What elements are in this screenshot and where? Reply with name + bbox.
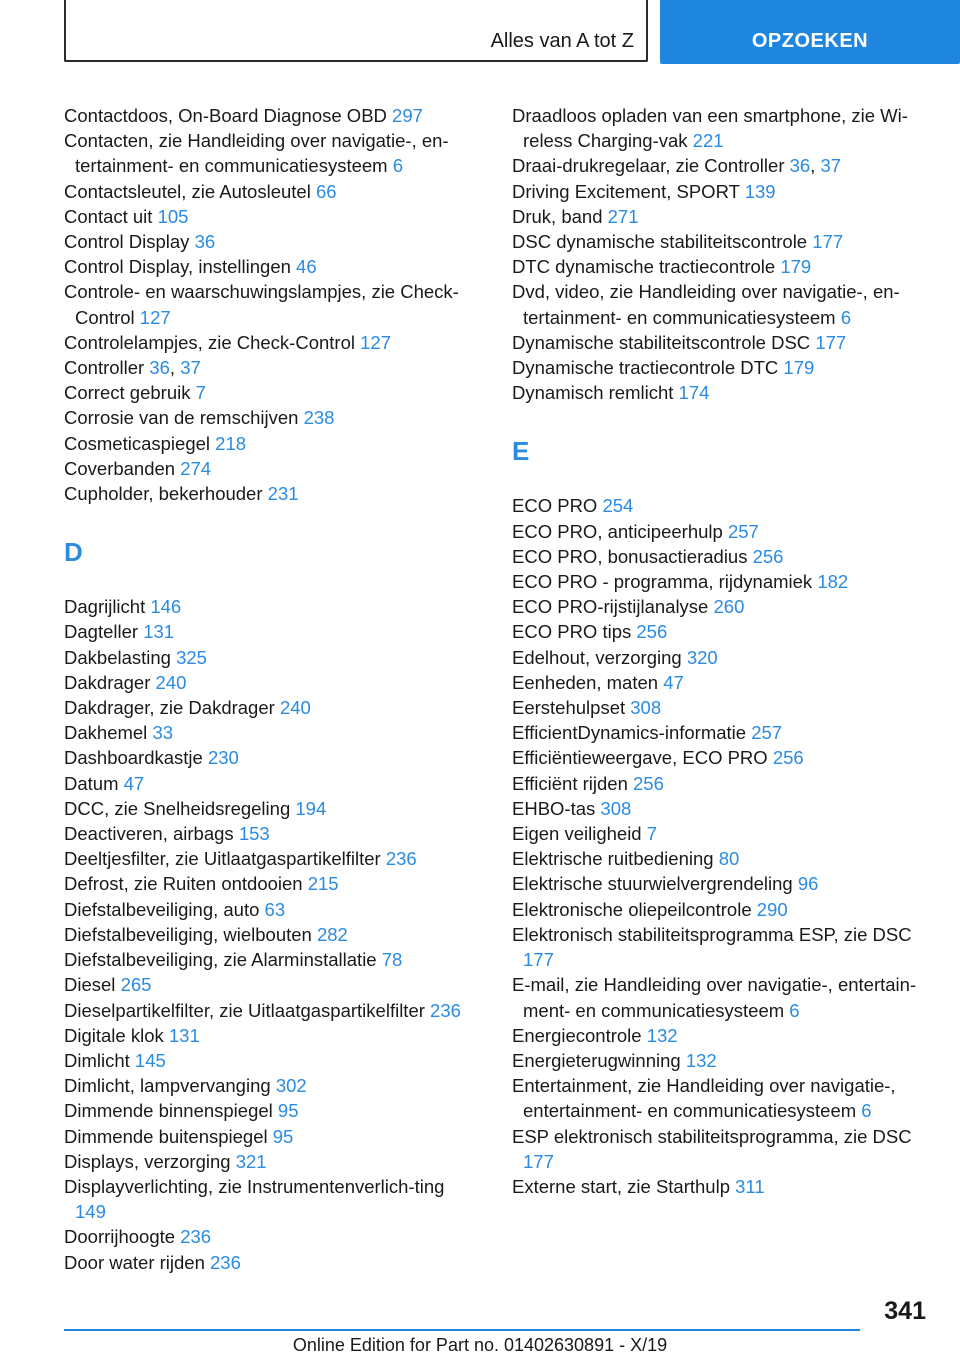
index-entry-term: Dvd, video, zie Handleiding over navigatie-, en‐tertainment- en communicatiesysteem (512, 281, 900, 328)
index-entry (64, 670, 479, 695)
page-ref-link[interactable]: 132 (685, 1049, 717, 1071)
index-entry-term: Elektronisch stabiliteitsprogramma ESP, zie DSC (512, 923, 912, 945)
index-entry-term: Dynamische stabiliteitscontrole DSC (512, 331, 816, 353)
index-entry-term: Correct gebruik (64, 382, 196, 404)
index-entry (64, 481, 479, 506)
page-ref-link[interactable]: 260 (713, 596, 745, 618)
index-entry-term: ECO PRO-rijstijlanalyse (512, 596, 714, 618)
index-entry (64, 1098, 479, 1123)
index-entry-term: ECO PRO, anticipeerhulp (512, 520, 728, 542)
index-entry (512, 695, 932, 720)
index-entry (512, 519, 932, 544)
index-entry-term: DTC dynamische tractiecontrole (512, 256, 781, 278)
index-entry (64, 103, 479, 128)
page-ref-link[interactable]: 238 (303, 407, 335, 429)
index-entry-term: Eigen veiligheid (512, 823, 647, 845)
index-entry (64, 619, 479, 644)
index-entry (64, 821, 479, 846)
page-ref-link[interactable]: 139 (744, 180, 776, 202)
page-ref-link[interactable]: 149 (75, 1201, 106, 1223)
index-entry (512, 330, 932, 355)
index-entry (512, 254, 932, 279)
page-ref-link[interactable]: 37 (180, 357, 201, 379)
section-tab-label: Alles van A tot Z (490, 30, 634, 52)
page-ref-link[interactable]: 308 (630, 697, 662, 719)
page-ref-link[interactable]: 265 (120, 974, 152, 996)
page-ref-link[interactable]: 236 (385, 848, 417, 870)
index-entry-term: Edelhout, verzorging (512, 646, 687, 668)
page-ref-link[interactable]: 6 (789, 999, 800, 1021)
index-entry-term: ECO PRO (512, 495, 603, 517)
index-entry-term: Deeltjesfilter, zie Uitlaatgaspartikelfilter (64, 848, 386, 870)
index-entry (512, 1174, 932, 1199)
page-ref-link[interactable]: 37 (820, 155, 842, 177)
page-ref-link[interactable]: 95 (277, 1100, 299, 1122)
page-ref-link[interactable]: 47 (123, 772, 145, 794)
index-entry-term: ESP elektronisch stabiliteitsprogramma, zie DSC (512, 1125, 912, 1147)
index-entry-term: Control Display, instellingen (64, 256, 297, 278)
index-entry-term: Contacten, zie Handleiding over navigatie-, en‐tertainment- en communicatiesysteem (64, 130, 449, 177)
index-entry (64, 204, 479, 229)
index-entry-term: Efficiëntieweergave, ECO PRO (512, 747, 773, 769)
page-ref-link[interactable]: 7 (195, 382, 206, 404)
index-entry (64, 720, 479, 745)
page-ref-link[interactable]: 6 (861, 1100, 872, 1122)
page-ref-link[interactable]: 256 (633, 772, 664, 794)
index-entry (64, 431, 479, 456)
section-tab[interactable] (64, 0, 648, 62)
page-ref-link[interactable]: 95 (272, 1125, 294, 1147)
page-ref-link[interactable]: 131 (168, 1024, 200, 1046)
index-entry (512, 594, 932, 619)
index-entry (512, 569, 932, 594)
page-ref-link[interactable]: 145 (134, 1049, 166, 1071)
section-letter: D (64, 537, 83, 568)
index-entry-term: EHBO-tas (512, 797, 601, 819)
index-entry-term: ECO PRO, bonusactieradius (512, 545, 753, 567)
page-ref-link[interactable]: 240 (155, 671, 187, 693)
index-entry-term: Displays, verzorging (64, 1150, 236, 1172)
index-entry-term: Dimlicht (64, 1049, 135, 1071)
index-entry-term: Deactiveren, airbags (64, 823, 239, 845)
index-entry (512, 619, 932, 644)
page-ref-link[interactable]: 256 (636, 621, 668, 643)
page-ref-link[interactable]: 179 (783, 357, 815, 379)
page-ref-link[interactable]: 290 (756, 898, 788, 920)
index-entry-term: Coverbanden (64, 457, 181, 479)
page-ref-link[interactable]: 240 (279, 697, 311, 719)
page-ref-link[interactable]: 105 (157, 205, 189, 227)
index-entry (512, 670, 932, 695)
index-entry (512, 229, 932, 254)
index-entry-term: Dakdrager, zie Dakdrager (64, 697, 280, 719)
index-entry-term: EfficientDynamics-informatie (512, 722, 752, 744)
page-ref-link[interactable]: 66 (315, 180, 337, 202)
index-entry (512, 720, 932, 745)
index-entry (64, 1073, 479, 1098)
page-ref-link[interactable]: 131 (143, 621, 175, 643)
index-entry-term: Draai-drukregelaar, zie Controller (512, 155, 790, 177)
page-ref-link[interactable]: 177 (815, 331, 847, 353)
index-entry (64, 380, 479, 405)
index-entry (64, 405, 479, 430)
index-entry (64, 1224, 479, 1249)
page-ref-link[interactable]: 231 (267, 483, 299, 505)
index-entry (64, 179, 479, 204)
index-entry-term: ECO PRO - programma, rijdynamiek (512, 571, 818, 593)
index-entry-term: ECO PRO tips (512, 621, 637, 643)
index-entry (512, 897, 932, 922)
page-ref-link[interactable]: 96 (797, 873, 819, 895)
index-entry-term: Datum (64, 772, 124, 794)
page-ref-link[interactable]: 236 (430, 999, 461, 1021)
index-entry-term: Dimmende binnenspiegel (64, 1100, 278, 1122)
edition-text: Online Edition for Part no. 01402630891 - X/19 (292, 1335, 668, 1355)
index-entry (64, 128, 479, 178)
index-entry (512, 153, 932, 178)
page-ref-link[interactable]: 177 (523, 1150, 554, 1172)
page-ref-link[interactable]: 177 (812, 231, 844, 253)
index-entry (64, 456, 479, 481)
index-entry (512, 179, 932, 204)
index-entry (512, 871, 932, 896)
page-ref-link[interactable]: 325 (176, 646, 207, 668)
index-entry (512, 645, 932, 670)
index-entry (64, 695, 479, 720)
page-ref-link[interactable]: 78 (381, 949, 403, 971)
index-entry-term: Cupholder, bekerhouder (64, 483, 268, 505)
index-entry-term: Displayverlichting, zie Instrumentenverlich‐ting (64, 1175, 445, 1197)
page-ref-link[interactable]: 6 (392, 155, 404, 177)
index-entry (512, 1124, 932, 1174)
index-entry-term: Contact uit (64, 205, 158, 227)
index-entry (64, 998, 479, 1023)
index-entry-term: Controlelampjes, zie Check-Control (64, 331, 361, 353)
index-entry-term: Dakdrager (64, 671, 156, 693)
index-entry (512, 1023, 932, 1048)
index-entry-term: Doorrijhoogte (64, 1226, 181, 1248)
page-ref-link[interactable]: 257 (751, 722, 783, 744)
index-entry-term: Dashboardkastje (64, 747, 208, 769)
index-entry (512, 355, 932, 380)
index-entry-term: Contactsleutel, zie Autosleutel (64, 180, 316, 202)
page-ref-link[interactable]: 127 (139, 306, 171, 328)
page-ref-link[interactable]: 282 (316, 923, 348, 945)
index-column-right (512, 103, 932, 1199)
index-entry-term: Driving Excitement, SPORT (512, 180, 745, 202)
index-entry-term: Efficiënt rijden (512, 772, 633, 794)
index-entry-term: Control Display (64, 231, 195, 253)
index-entry (64, 972, 479, 997)
index-entry (64, 594, 479, 619)
page-ref-link[interactable]: 236 (210, 1251, 241, 1273)
index-entry (512, 821, 932, 846)
index-entry (64, 745, 479, 770)
page-ref-link[interactable]: 311 (735, 1175, 765, 1197)
index-entry-term: Energieterugwinning (512, 1049, 686, 1071)
search-tab[interactable] (660, 0, 960, 64)
index-entry-term: Energiecontrole (512, 1024, 647, 1046)
page-ref-link[interactable]: 7 (646, 823, 658, 845)
page-ref-link[interactable]: 221 (692, 130, 724, 152)
section-letter: E (512, 436, 530, 467)
index-entry (64, 355, 479, 380)
page-separator: , (810, 155, 821, 177)
index-entry-term: Corrosie van de remschijven (64, 407, 304, 429)
index-entry (64, 1023, 479, 1048)
index-entry (64, 279, 479, 329)
index-entry-term: Dagrijlicht (64, 596, 151, 618)
index-entry (64, 771, 479, 796)
page-ref-link[interactable]: 153 (238, 823, 270, 845)
index-entry-term: Defrost, zie Ruiten ontdooien (64, 873, 308, 895)
page-ref-link[interactable]: 80 (718, 848, 740, 870)
index-entry (64, 922, 479, 947)
page-ref-link[interactable]: 297 (392, 105, 423, 126)
index-entry-term: Dagteller (64, 621, 144, 643)
index-column-left (64, 103, 479, 1275)
page-ref-link[interactable]: 308 (600, 797, 632, 819)
index-entry (64, 1048, 479, 1073)
index-entry (512, 745, 932, 770)
index-entry-term: Cosmeticaspiegel (64, 432, 216, 454)
page-ref-link[interactable]: 320 (686, 646, 718, 668)
index-entry (64, 229, 479, 254)
index-entry-term: Elektrische stuurwielvergrendeling (512, 873, 798, 895)
index-entry (64, 1174, 479, 1224)
index-entry-term: Diefstalbeveiliging, zie Alarminstallatie (64, 949, 382, 971)
page-ref-link[interactable]: 33 (152, 722, 174, 744)
index-entry (64, 796, 479, 821)
index-entry-term: Eenheden, maten (512, 671, 664, 693)
index-entry (512, 771, 932, 796)
page-ref-link[interactable]: 146 (150, 596, 182, 618)
index-entry (512, 1073, 932, 1123)
index-entry (512, 279, 932, 329)
page-ref-link[interactable]: 321 (235, 1150, 267, 1172)
index-entry-term: Dakhemel (64, 722, 153, 744)
page-ref-link[interactable]: 256 (772, 747, 804, 769)
index-entry-term: Dimmende buitenspiegel (64, 1125, 273, 1147)
index-entry (512, 796, 932, 821)
index-entry-term: Diefstalbeveiliging, wielbouten (64, 923, 317, 945)
index-entry (64, 1149, 479, 1174)
header-bar (0, 0, 960, 66)
index-entry (64, 1124, 479, 1149)
index-entry-term: Diefstalbeveiliging, auto (64, 898, 265, 920)
page-ref-link[interactable]: 218 (215, 432, 247, 454)
page-ref-link[interactable]: 230 (207, 747, 239, 769)
index-entry-term: Contactdoos, On-Board Diagnose OBD (64, 105, 393, 126)
index-entry (512, 972, 932, 1022)
index-entry-term: DSC dynamische stabiliteitscontrole (512, 231, 813, 253)
page-ref-link[interactable]: 127 (360, 331, 391, 353)
footer-divider (64, 1329, 860, 1331)
index-entry (64, 897, 479, 922)
index-entry-term: Dieselpartikelfilter, zie Uitlaatgaspartikelfilter (64, 999, 431, 1021)
index-entry-term: Door water rijden (64, 1251, 211, 1273)
page-ref-link[interactable]: 271 (607, 205, 639, 227)
index-entry-term: Elektrische ruitbediening (512, 848, 719, 870)
index-entry-term: Dimlicht, lampvervanging (64, 1075, 276, 1097)
page-ref-link[interactable]: 46 (296, 256, 317, 278)
page-ref-link[interactable]: 274 (180, 457, 212, 479)
page-ref-link[interactable]: 174 (678, 382, 710, 404)
page-ref-link[interactable]: 236 (180, 1226, 212, 1248)
index-entry (64, 1250, 479, 1275)
page-ref-link[interactable]: 36 (194, 231, 216, 253)
index-entry-term: Entertainment, zie Handleiding over navigatie-, entertainment- en communicatiesysteem (512, 1075, 896, 1122)
page-ref-link[interactable]: 215 (307, 873, 339, 895)
page-number: 341 (884, 1297, 926, 1325)
page-ref-link[interactable]: 177 (523, 949, 554, 971)
index-entry (64, 254, 479, 279)
index-entry (64, 645, 479, 670)
page-ref-link[interactable]: 179 (780, 256, 812, 278)
search-tab-label: OPZOEKEN (751, 30, 869, 52)
index-entry-term: E-mail, zie Handleiding over navigatie-, entertain‐ment- en communicatiesysteem (512, 974, 917, 1021)
index-entry-term: Diesel (64, 974, 121, 996)
index-entry-term: Digitale klok (64, 1024, 169, 1046)
page-ref-link[interactable]: 6 (840, 306, 852, 328)
index-entry (512, 544, 932, 569)
page-ref-link[interactable]: 256 (752, 545, 784, 567)
page-ref-link[interactable]: 257 (727, 520, 759, 542)
index-entry (512, 922, 932, 972)
page-ref-link[interactable]: 36 (149, 357, 170, 379)
index-entry-term: DCC, zie Snelheidsregeling (64, 797, 296, 819)
index-entry-term: Dynamische tractiecontrole DTC (512, 357, 784, 379)
index-entry-term: Externe start, zie Starthulp (512, 1175, 736, 1197)
page-ref-link[interactable]: 132 (646, 1024, 678, 1046)
index-entry (64, 330, 479, 355)
page-ref-link[interactable]: 194 (295, 797, 327, 819)
page-separator: , (169, 357, 181, 379)
index-entry-term: Eerstehulpset (512, 697, 631, 719)
index-entry-term: Controller (64, 357, 150, 379)
page-ref-link[interactable]: 302 (275, 1075, 307, 1097)
index-entry (512, 204, 932, 229)
index-entry (512, 1048, 932, 1073)
index-entry (512, 493, 932, 518)
index-entry-term: Druk, band (512, 205, 608, 227)
page-ref-link[interactable]: 47 (663, 671, 684, 693)
page-ref-link[interactable]: 36 (789, 155, 811, 177)
page-ref-link[interactable]: 182 (817, 571, 849, 593)
index-entry (512, 380, 932, 405)
index-entry-term: Elektronische oliepeilcontrole (512, 898, 757, 920)
index-entry (512, 846, 932, 871)
page-ref-link[interactable]: 254 (602, 495, 634, 517)
index-entry (512, 103, 932, 153)
index-entry (64, 947, 479, 972)
index-entry (64, 871, 479, 896)
index-entry-term: Dynamisch remlicht (512, 382, 679, 404)
index-entry-term: Draadloos opladen van een smartphone, zie Wi‐reless Charging-vak (512, 105, 908, 152)
page-ref-link[interactable]: 63 (264, 898, 286, 920)
index-entry-term: Controle- en waarschuwingslampjes, zie Check-Control (64, 281, 459, 328)
index-entry (64, 846, 479, 871)
index-entry-term: Dakbelasting (64, 646, 177, 668)
